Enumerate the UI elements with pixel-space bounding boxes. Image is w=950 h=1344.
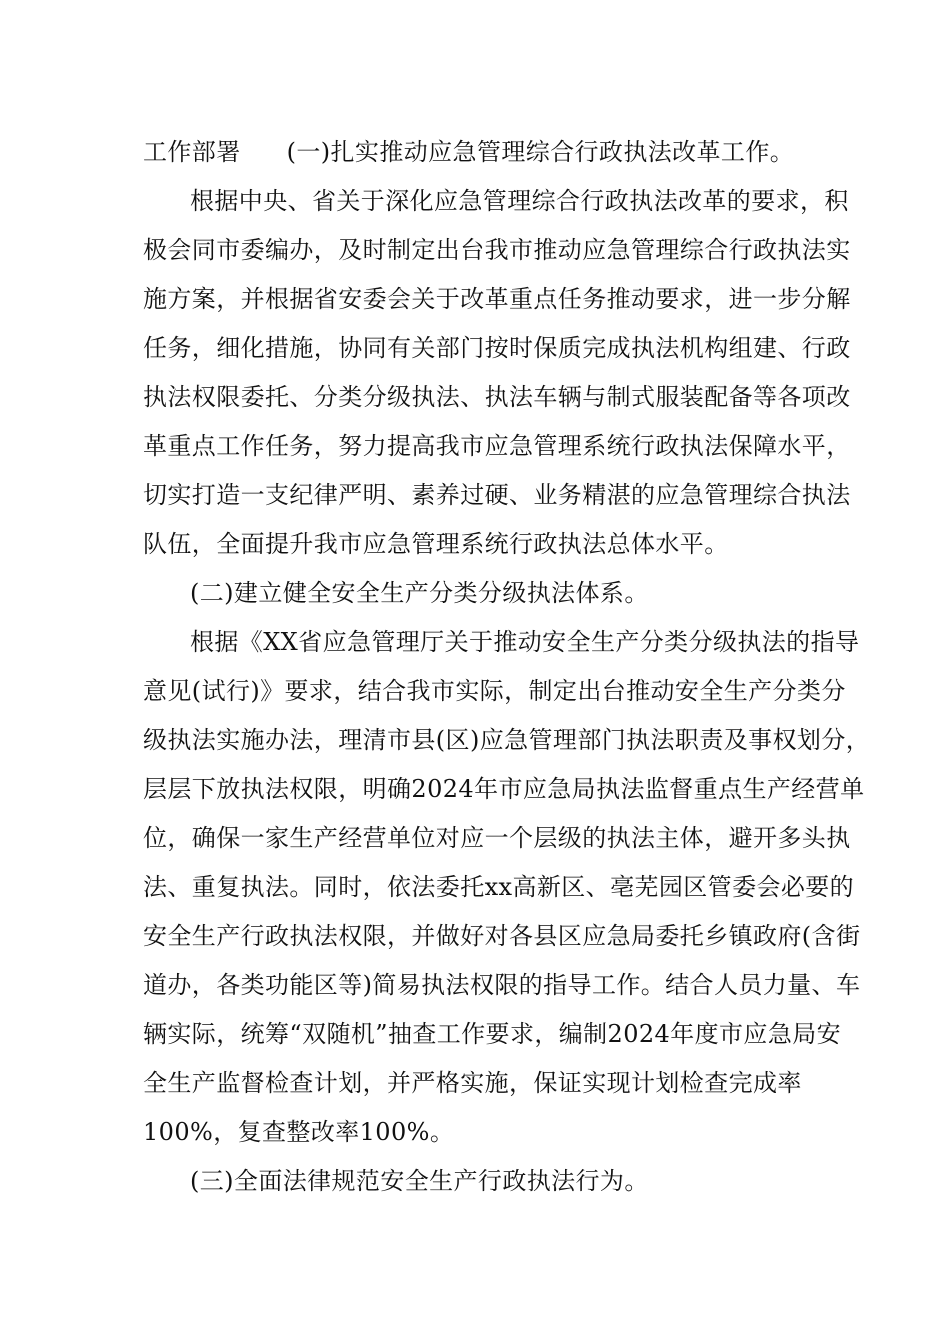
paragraph-line: 任务，细化措施，协同有关部门按时保质完成执法机构组建、行政 — [143, 334, 851, 362]
paragraph-line: 切实打造一支纪律严明、素养过硬、业务精湛的应急管理综合执法 — [143, 481, 851, 509]
paragraph-line: 层层下放执法权限，明确2024年市应急局执法监督重点生产经营单 — [143, 775, 865, 803]
paragraph-line: 施方案，并根据省安委会关于改革重点任务推动要求，进一步分解 — [143, 285, 851, 313]
paragraph-line: 法、重复执法。同时，依法委托xx高新区、亳芜园区管委会必要的 — [143, 873, 855, 901]
document-body — [143, 128, 871, 1206]
paragraph-line: 道办，各类功能区等)简易执法权限的指导工作。结合人员力量、车 — [143, 971, 861, 999]
paragraph-line: 级执法实施办法，理清市县(区)应急管理部门执法职责及事权划分， — [143, 726, 871, 754]
paragraph-line: 革重点工作任务，努力提高我市应急管理系统行政执法保障水平， — [143, 432, 851, 460]
section-2-paragraph — [143, 618, 871, 1157]
paragraph-line: 根据《XX省应急管理厅关于推动安全生产分类分级执法的指导 — [190, 628, 860, 656]
heading-3: (三)全面法律规范安全生产行政执法行为。 — [190, 1167, 649, 1195]
paragraph-line: 安全生产行政执法权限，并做好对各县区应急局委托乡镇政府(含街 — [143, 922, 861, 950]
first-line — [143, 128, 811, 177]
paragraph-line: 根据中央、省关于深化应急管理综合行政执法改革的要求，积 — [190, 187, 849, 215]
section-label: 工作部署 — [143, 138, 241, 166]
paragraph-line: 全生产监督检查计划，并严格实施，保证实现计划检查完成率 — [143, 1069, 802, 1097]
paragraph-line: 位，确保一家生产经营单位对应一个层级的执法主体，避开多头执 — [143, 824, 851, 852]
paragraph-line: 极会同市委编办，及时制定出台我市推动应急管理综合行政执法实 — [143, 236, 851, 264]
paragraph-line: 队伍，全面提升我市应急管理系统行政执法总体水平。 — [143, 530, 729, 558]
paragraph-line: 意见(试行)》要求，结合我市实际，制定出台推动安全生产分类分 — [143, 677, 846, 705]
paragraph-line: 执法权限委托、分类分级执法、执法车辆与制式服装配备等各项改 — [143, 383, 851, 411]
paragraph-line: 辆实际，统筹“双随机”抽查工作要求，编制2024年度市应急局安 — [143, 1020, 842, 1048]
heading-2: (二)建立健全安全生产分类分级执法体系。 — [190, 579, 649, 607]
heading-1: (一)扎实推动应急管理综合行政执法改革工作。 — [286, 138, 795, 166]
paragraph-line: 100%，复查整改率100%。 — [143, 1118, 455, 1146]
section-1-paragraph — [143, 177, 851, 569]
